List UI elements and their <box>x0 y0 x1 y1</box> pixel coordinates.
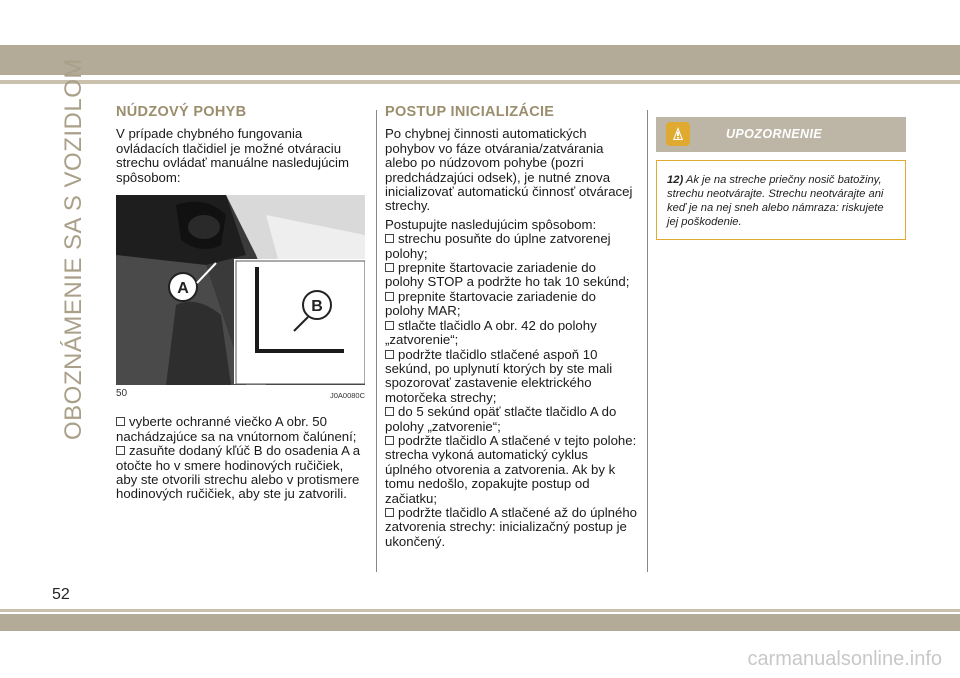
watermark: carmanualsonline.info <box>747 648 942 670</box>
label-b: B <box>311 298 323 316</box>
list-item: stlačte tlačidlo A obr. 42 do polohy „zatvorenie“; <box>385 317 597 348</box>
checkbox-bullet-icon <box>116 446 125 455</box>
checkbox-bullet-icon <box>385 263 394 272</box>
figure-code: J0A0080C <box>329 391 365 401</box>
side-section-title: OBOZNÁMENIE SA S VOZIDLOM <box>60 58 87 440</box>
checkbox-bullet-icon <box>385 234 394 243</box>
list-item: podržte tlačidlo stlačené aspoň 10 sekúnd, po uplynutí ktorých by ste mali spozorovať zastavenie elektrického motorčeka strechy; <box>385 346 613 405</box>
steps-intro: Postupujte nasledujúcim spôsobom: <box>385 216 597 232</box>
checkbox-bullet-icon <box>385 321 394 330</box>
top-band <box>0 45 960 75</box>
warning-car-icon <box>666 122 690 146</box>
bottom-band-line <box>0 609 960 612</box>
warning-number: 12) <box>667 174 684 186</box>
initialization-heading: POSTUP INICIALIZÁCIE <box>385 104 555 120</box>
list-item: prepnite štartovacie zariadenie do polohy STOP a podržte ho tak 10 sekúnd; <box>385 260 630 290</box>
column-divider <box>647 110 648 572</box>
roof-photo-illustration <box>116 195 365 385</box>
bottom-band <box>0 614 960 631</box>
list-item: podržte tlačidlo A stlačené v tejto polohe: strecha vykoná automatický cyklus úplného otvorenia a zatvorenia. Ak by k tomu nedošlo, zopakujte postup od začiatku; <box>385 432 637 506</box>
list-item: podržte tlačidlo A stlačené až do úplného zatvorenia strechy: inicializačný postup je ukončený. <box>385 504 638 549</box>
list-item: strechu posuňte do úplne zatvorenej polohy; <box>385 231 611 261</box>
warning-text: Ak je na streche priečny nosič batožiny, strechu neotvárajte. Strechu neotvárajte ani keď je na nej sneh alebo námraza: riskujete jej poškodenie. <box>667 174 884 228</box>
list-item: prepnite štartovacie zariadenie do polohy MAR; <box>385 288 596 319</box>
emergency-intro: V prípade chybného fungovania ovládacích tlačidiel je možné otváraciu strechu ovládať manuálne nasledujúcim spôsobom: <box>116 126 349 185</box>
warning-header <box>656 117 906 152</box>
checkbox-bullet-icon <box>385 508 394 517</box>
page-number: 52 <box>52 586 70 603</box>
figure-caption <box>116 387 365 403</box>
list-item: vyberte ochranné viečko A obr. 50 nachádzajúce sa na vnútornom čalúnení; <box>116 414 357 444</box>
list-item: do 5 sekúnd opäť stlačte tlačidlo A do polohy „zatvorenie“; <box>385 404 617 434</box>
initialization-intro: Po chybnej činnosti automatických pohybov vo fáze otvárania/zatvárania alebo po núdzovom pohybe (pozri predchádzajúci odsek), je nutné znova inicializovať automatickú činnosť otváracej strechy. <box>385 126 633 214</box>
warning-title: UPOZORNENIE <box>726 127 823 141</box>
checkbox-bullet-icon <box>385 407 394 416</box>
figure-number: 50 <box>116 388 128 400</box>
column-divider <box>376 110 377 572</box>
list-item: zasuňte dodaný kľúč B do osadenia A a otočte ho v smere hodinových ručičiek, aby ste otvorili strechu alebo v protismere hodinových ručičiek, aby ste ju zatvorili. <box>116 443 361 502</box>
roof-figure <box>116 195 365 385</box>
emergency-column <box>116 105 368 502</box>
checkbox-bullet-icon <box>116 417 125 426</box>
checkbox-bullet-icon <box>385 292 394 301</box>
initialization-column <box>385 105 637 549</box>
emergency-heading: NÚDZOVÝ POHYB <box>116 104 247 120</box>
label-a: A <box>177 280 189 298</box>
checkbox-bullet-icon <box>385 436 394 445</box>
checkbox-bullet-icon <box>385 350 394 359</box>
top-band-line <box>0 80 960 84</box>
warning-body <box>656 160 906 240</box>
